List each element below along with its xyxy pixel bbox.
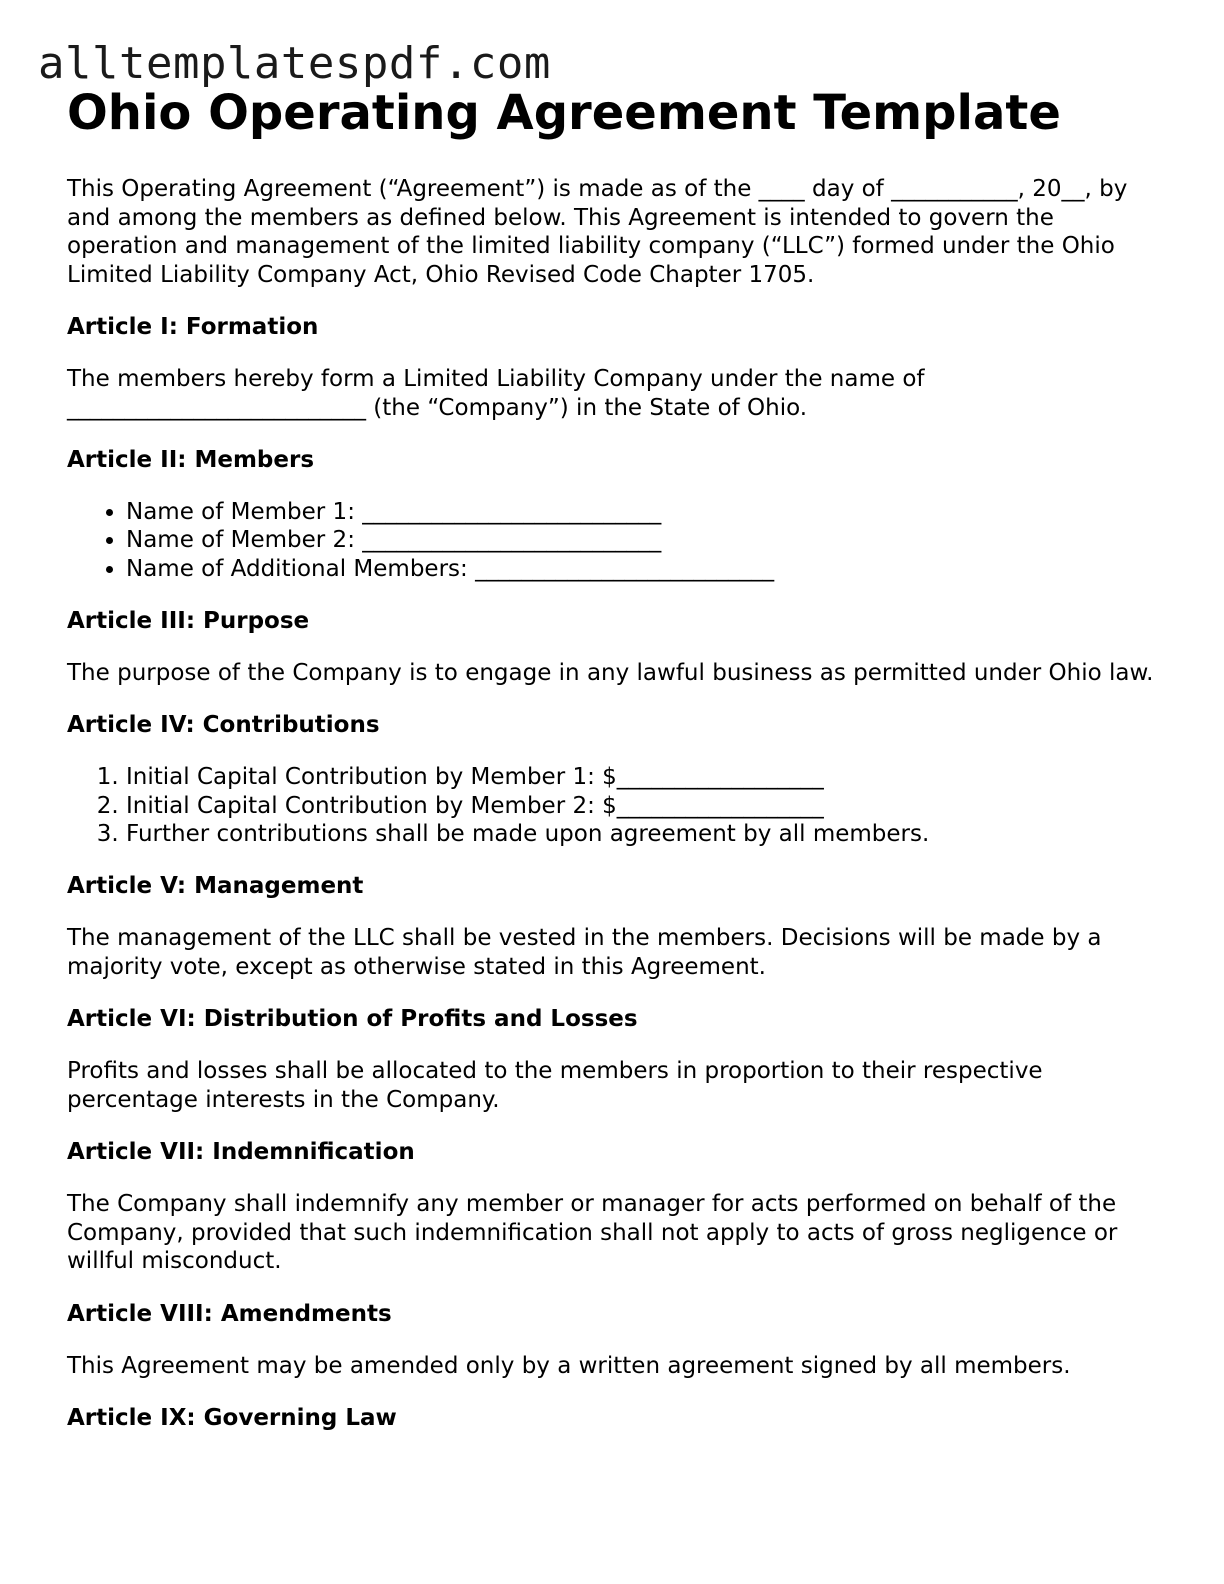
- page-title: Ohio Operating Agreement Template: [67, 85, 1061, 141]
- watermark-text: alltemplatespdf.com: [38, 38, 551, 89]
- article-indemnification-heading: Article VII: Indemnification: [67, 1139, 415, 1166]
- list-item: 1. Initial Capital Contribution by Member 1: $__________________: [126, 763, 1167, 791]
- article-distribution-text: Profits and losses shall be allocated to the members in proportion to their respective percentage interests in the Company.: [67, 1058, 1043, 1113]
- article-management-heading: Article V: Management: [67, 873, 364, 900]
- list-item: 3. Further contributions shall be made upon agreement by all members.: [126, 820, 1167, 848]
- list-item: • Name of Additional Members: __________________________: [126, 555, 1167, 583]
- article-purpose-text: The purpose of the Company is to engage in any lawful business as permitted under Ohio law.: [67, 659, 1154, 686]
- article-formation-text: The members hereby form a Limited Liability Company under the name of __________________________ (the “Company”) in the State of Ohio.: [67, 366, 925, 421]
- article-management-text: The management of the LLC shall be vested in the members. Decisions will be made by a majority vote, except as otherwise stated in this Agreement.: [67, 925, 1102, 980]
- contributions-list: [67, 763, 1167, 848]
- document-page: [67, 84, 1167, 1456]
- article-amendments-text: This Agreement may be amended only by a written agreement signed by all members.: [67, 1352, 1071, 1379]
- article-contributions-heading: Article IV: Contributions: [67, 712, 380, 739]
- article-members-heading: Article II: Members: [67, 447, 315, 473]
- list-item: 2. Initial Capital Contribution by Member 2: $__________________: [126, 792, 1167, 820]
- article-amendments-heading: Article VIII: Amendments: [67, 1300, 392, 1327]
- intro-paragraph: This Operating Agreement (“Agreement”) is made as of the ____ day of ___________, 20__, by and among the members as defined below. This Agreement is intended to govern the operation and management of the limited liability company (“LLC”) formed under the Ohio Limited Liability Company Act, Ohio Revised Code Chapter 1705.: [67, 176, 1128, 288]
- members-list: [67, 498, 1167, 583]
- article-distribution-heading: Article VI: Distribution of Profits and Losses: [67, 1006, 638, 1033]
- article-indemnification-text: The Company shall indemnify any member or manager for acts performed on behalf of the Company, provided that such indemnification shall not apply to acts of gross negligence or willful misconduct.: [67, 1191, 1118, 1275]
- article-purpose-heading: Article III: Purpose: [67, 607, 310, 634]
- article-formation-heading: Article I: Formation: [67, 314, 319, 340]
- list-item: • Name of Member 1: __________________________: [126, 498, 1167, 526]
- list-item: • Name of Member 2: __________________________: [126, 526, 1167, 554]
- article-governing-law-heading: Article IX: Governing Law: [67, 1405, 397, 1432]
